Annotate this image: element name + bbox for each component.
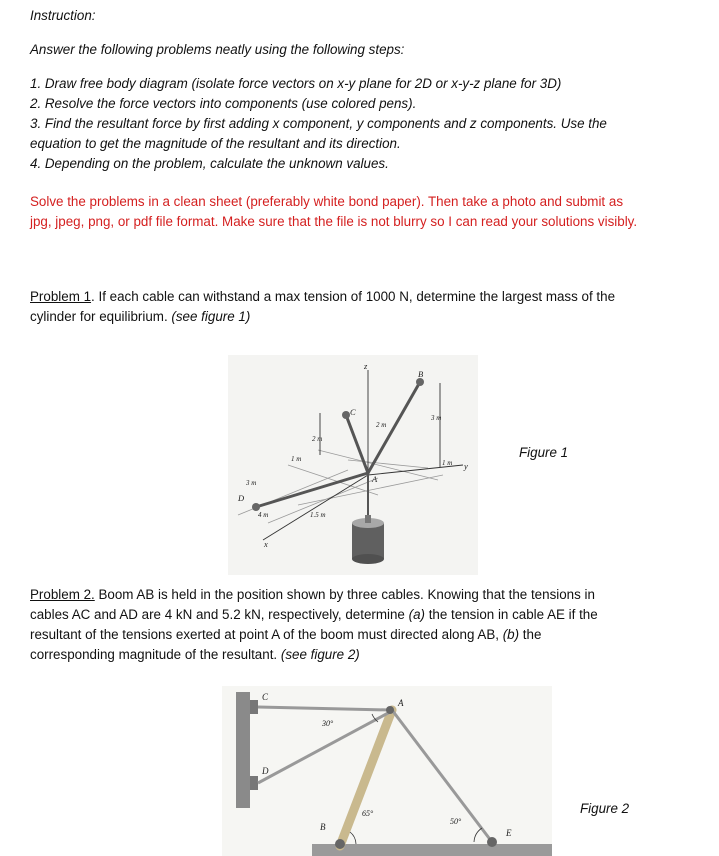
angle-30-label: 30°: [322, 719, 334, 728]
problem2-line-4: [30, 645, 360, 665]
submission-note-line-2: jpg, jpeg, png, or pdf file format. Make sure that the file is not blurry so I can read your solutions visibly.: [30, 214, 638, 229]
step-1: 1. Draw free body diagram (isolate force vectors on x-y plane for 2D or x-y-z plane for 3D): [30, 76, 562, 91]
step-3: 3. Find the resultant force by first adding x component, y components and z components. Use the: [30, 116, 607, 131]
step-3-continued: equation to get the magnitude of the resultant and its direction.: [30, 136, 401, 151]
point-d-anchor: [252, 503, 260, 511]
point-a-label: A: [398, 698, 404, 708]
problem2-line-1: [30, 585, 595, 605]
figure-1-diagram: [228, 355, 478, 575]
angle-65-label: 65°: [362, 809, 374, 818]
dim-4m: 4 m: [258, 511, 269, 519]
problem1-label: Problem 1: [30, 289, 92, 304]
problem2-text-2: cables AC and AD are 4 kN and 5.2 kN, respectively, determine: [30, 607, 409, 622]
problem1-text-2: cylinder for equilibrium.: [30, 309, 172, 324]
problem1-figure-ref: (see figure 1): [171, 309, 251, 324]
problem2-line-3: [30, 625, 541, 645]
point-c-label: C: [350, 407, 356, 417]
axis-z-label: z: [364, 361, 368, 371]
figure-2-diagram: [222, 686, 552, 856]
dim-3m-right: 3 m: [431, 414, 442, 422]
dim-2m-left: 2 m: [312, 435, 323, 443]
point-b-label: B: [320, 822, 326, 832]
point-c-label: C: [262, 692, 269, 702]
axis-y-label: y: [464, 461, 468, 471]
axis-x-label: x: [264, 539, 268, 549]
point-e-anchor: [487, 837, 497, 847]
point-e-label: E: [506, 828, 512, 838]
point-d-label: D: [238, 493, 245, 503]
problem2-text-3b: the: [519, 627, 542, 642]
problem2-part-a: (a): [408, 607, 425, 622]
cylinder: [352, 515, 384, 564]
point-a-joint: [386, 706, 394, 714]
figure-2-caption: Figure 2: [580, 801, 630, 816]
point-d-label: D: [262, 766, 269, 776]
problem1-text-1: . If each cable can withstand a max tension of 1000 N, determine the largest mass of the: [91, 289, 616, 304]
figure-1-caption: Figure 1: [519, 445, 569, 460]
wall-bracket-c: [250, 700, 258, 714]
dim-3m-left: 3 m: [246, 479, 257, 487]
point-a-label: A: [372, 474, 378, 484]
wall-bracket-d: [250, 776, 258, 790]
problem2-line-2: [30, 605, 598, 625]
problem2-text-3: resultant of the tensions exerted at point A of the boom must directed along AB,: [30, 627, 503, 642]
ground: [312, 844, 552, 856]
problem2-part-b: (b): [502, 627, 520, 642]
dim-1m-right: 1 m: [442, 459, 453, 467]
problem2-figure-ref: (see figure 2): [280, 647, 360, 662]
problem2-text-1: Boom AB is held in the position shown by three cables. Knowing that the tensions in: [94, 587, 595, 602]
step-4: 4. Depending on the problem, calculate the unknown values.: [30, 156, 389, 171]
problem1-line-1: [30, 287, 615, 307]
point-b-label: B: [418, 369, 424, 379]
submission-note-line-1: Solve the problems in a clean sheet (preferably white bond paper). Then take a photo and submit as: [30, 194, 624, 209]
instruction-intro: Answer the following problems neatly using the following steps:: [30, 42, 405, 57]
wall: [236, 692, 250, 808]
problem2-label: Problem 2.: [30, 587, 95, 602]
point-b-anchor: [416, 378, 424, 386]
dim-1-5m: 1.5 m: [310, 511, 326, 519]
angle-50-label: 50°: [450, 817, 462, 826]
step-2: 2. Resolve the force vectors into components (use colored pens).: [30, 96, 417, 111]
problem2-text-2b: the tension in cable AE if the: [424, 607, 598, 622]
problem1-line-2: [30, 307, 250, 327]
problem2-text-4: corresponding magnitude of the resultant.: [30, 647, 281, 662]
point-c-anchor: [342, 411, 350, 419]
dim-2m-mid: 2 m: [376, 421, 387, 429]
point-b-support: [335, 839, 345, 849]
instruction-heading: Instruction:: [30, 8, 96, 23]
dim-1m: 1 m: [291, 455, 302, 463]
